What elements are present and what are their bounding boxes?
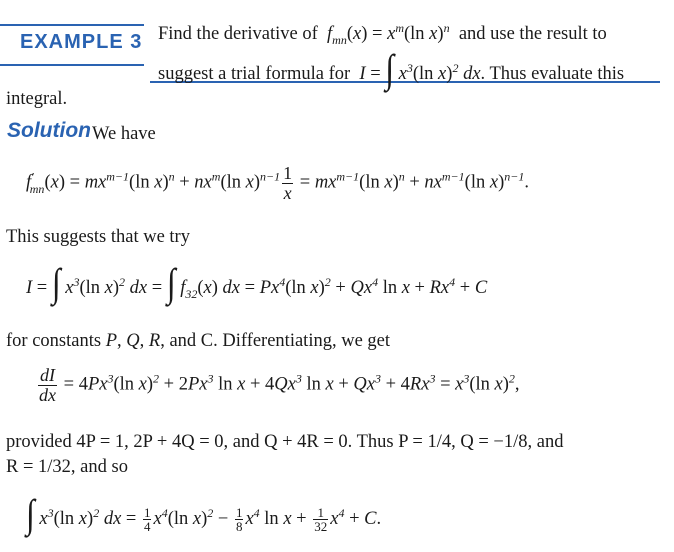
example-line-1-tail: and use the result to [458,24,607,44]
constants-line: for constants P, Q, R, and C. Differentiating, we get [6,331,391,351]
provided-line-1: provided 4P = 1, 2P + 4Q = 0, and Q + 4R = 0. Thus P = 1/4, Q = −1/8, and [6,432,564,452]
equation-result: ∫ $x^3(\ln$ x)$^2$ dx = $\frac{1}{4}$ $x^4(\ln$ x)$^2$ − $\frac{1}{8}$ $x^4$ ln x + $\frac{1}{32}$ $x^4 + C$. [26,490,382,536]
provided-line-2: R = 1/32, and so [6,457,128,477]
equation-differentiated: $\frac{dI}{dx}$ = $4Px^3(\ln$ $x)^2 + 2Px^3$ $\ln x + 4Qx^3$ $\ln x + Qx^3 + 4Rx^3 = x^3(\ln$ x)$^2$, [39,365,520,405]
example-line-1-math: $f_{mn}(x) = x^m(\ln$ x)$^n$ [322,21,450,47]
solution-label: Solution [7,119,91,142]
equation-trial: I = ∫ $x^3(\ln$ x)$^2$ dx = ∫ $f_{32}(x)$ dx = $Px^4(\ln$ $x)^2 + Qx^4$ $\ln x + Rx^4 + C$ [26,259,488,305]
solution-intro: We have [92,124,156,144]
suggests-line: This suggests that we try [6,227,190,247]
equation-derivative: $f'_{mn}(x) = mx^{m-1}(\ln$ $x)^n + nx^m(\ln$ x)$^{n-1}$ $\frac{1}{x}$ = $mx^{m-1}(\ln$ $x)^n + nx^{m-1}(\ln$ x)$^{n-1}$. [26,163,529,203]
example-line-2-tail: . Thus evaluate this [480,64,625,84]
differentiating-text: , and C. Differentiating, we get [160,331,391,351]
constants-text: for constants [6,331,102,351]
example-line-1 [158,21,607,47]
example-label: EXAMPLE 3 [20,31,143,53]
example-line-2-text: suggest a trial formula for [158,64,351,84]
example-line-2 [158,45,625,91]
example-line-1-text: Find the derivative of [158,24,318,44]
example-line-3: integral. [6,89,68,109]
example-line-2-math: I = ∫ $x^3(\ln$ x)$^2$ dx [354,45,481,91]
